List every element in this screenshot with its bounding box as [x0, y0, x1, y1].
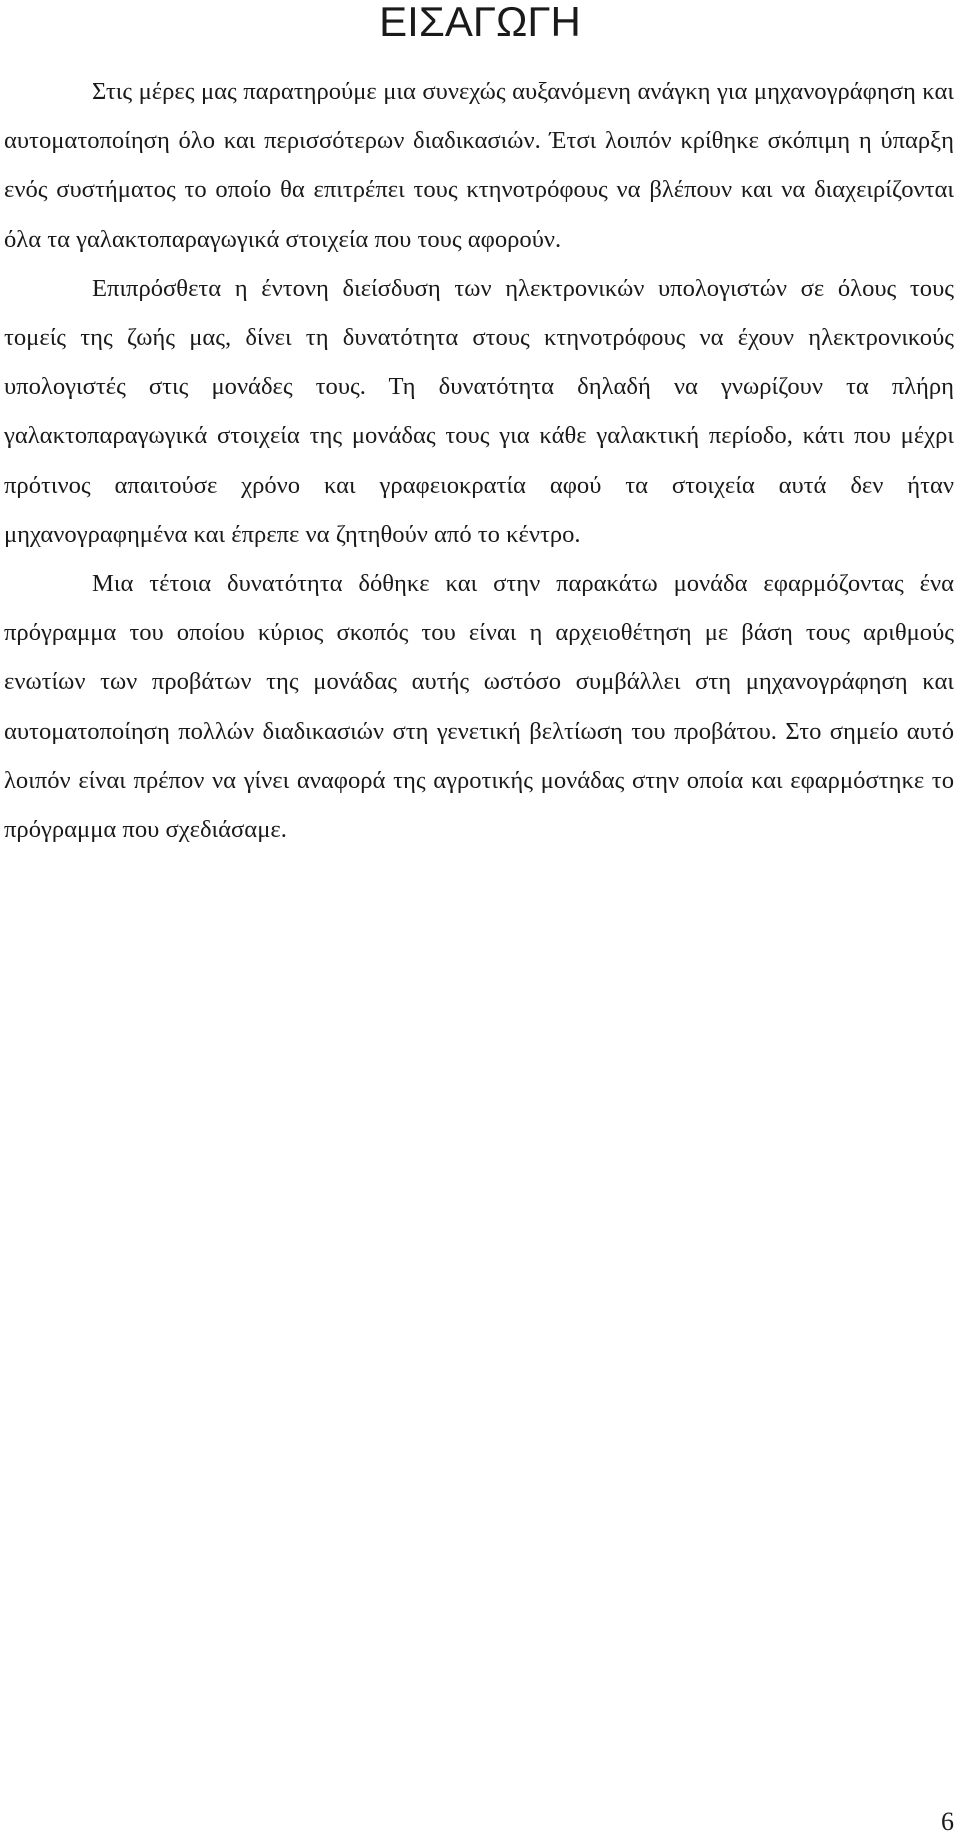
- page-title: ΕΙΣΑΓΩΓΗ: [379, 0, 581, 45]
- paragraph-computers: Επιπρόσθετα η έντονη διείσδυση των ηλεκτρονικών υπολογιστών σε όλους τους τομείς της ζωής μας, δίνει τη δυνατότητα στους κτηνοτρόφους να έχουν ηλεκτρονικούς υπολογιστές στις μονάδες τους. Τη δυνατότητα δηλαδή να γνωρίζουν τα πλήρη γαλακτοπαραγωγικά στοιχεία της μονάδας τους για κάθε γαλακτική περίοδο, κάτι που μέχρι πρότινος απαιτούσε χρόνο και γραφειοκρατία αφού τα στοιχεία αυτά δεν ήταν μηχανογραφημένα και έπρεπε να ζητηθούν από το κέντρο.: [4, 274, 954, 548]
- page-number: 6: [941, 1807, 954, 1836]
- body-text: [4, 67, 954, 854]
- paragraph-intro: Στις μέρες μας παρατηρούμε μια συνεχώς αυξανόμενη ανάγκη για μηχανογράφηση και αυτοματοποίηση όλο και περισσότερων διαδικασιών. Έτσι λοιπόν κρίθηκε σκόπιμη η ύπαρξη ενός συστήματος το οποίο θα επιτρέπει τους κτηνοτρόφους να βλέπουν και να διαχειρίζονται όλα τα γαλακτοπαραγωγικά στοιχεία που τους αφορούν.: [4, 78, 954, 253]
- paragraph-program: Μια τέτοια δυνατότητα δόθηκε και στην παρακάτω μονάδα εφαρμόζοντας ένα πρόγραμμα του οποίου κύριος σκοπός του είναι η αρχειοθέτηση με βάση τους αριθμούς ενωτίων των προβάτων της μονάδας αυτής ωστόσο συμβάλλει στη μηχανογράφηση και αυτοματοποίηση πολλών διαδικασιών στη γενετική βελτίωση του προβάτου. Στο σημείο αυτό λοιπόν είναι πρέπον να γίνει αναφορά της αγροτικής μονάδας στην οποία και εφαρμόστηκε το πρόγραμμα που σχεδιάσαμε.: [4, 570, 954, 844]
